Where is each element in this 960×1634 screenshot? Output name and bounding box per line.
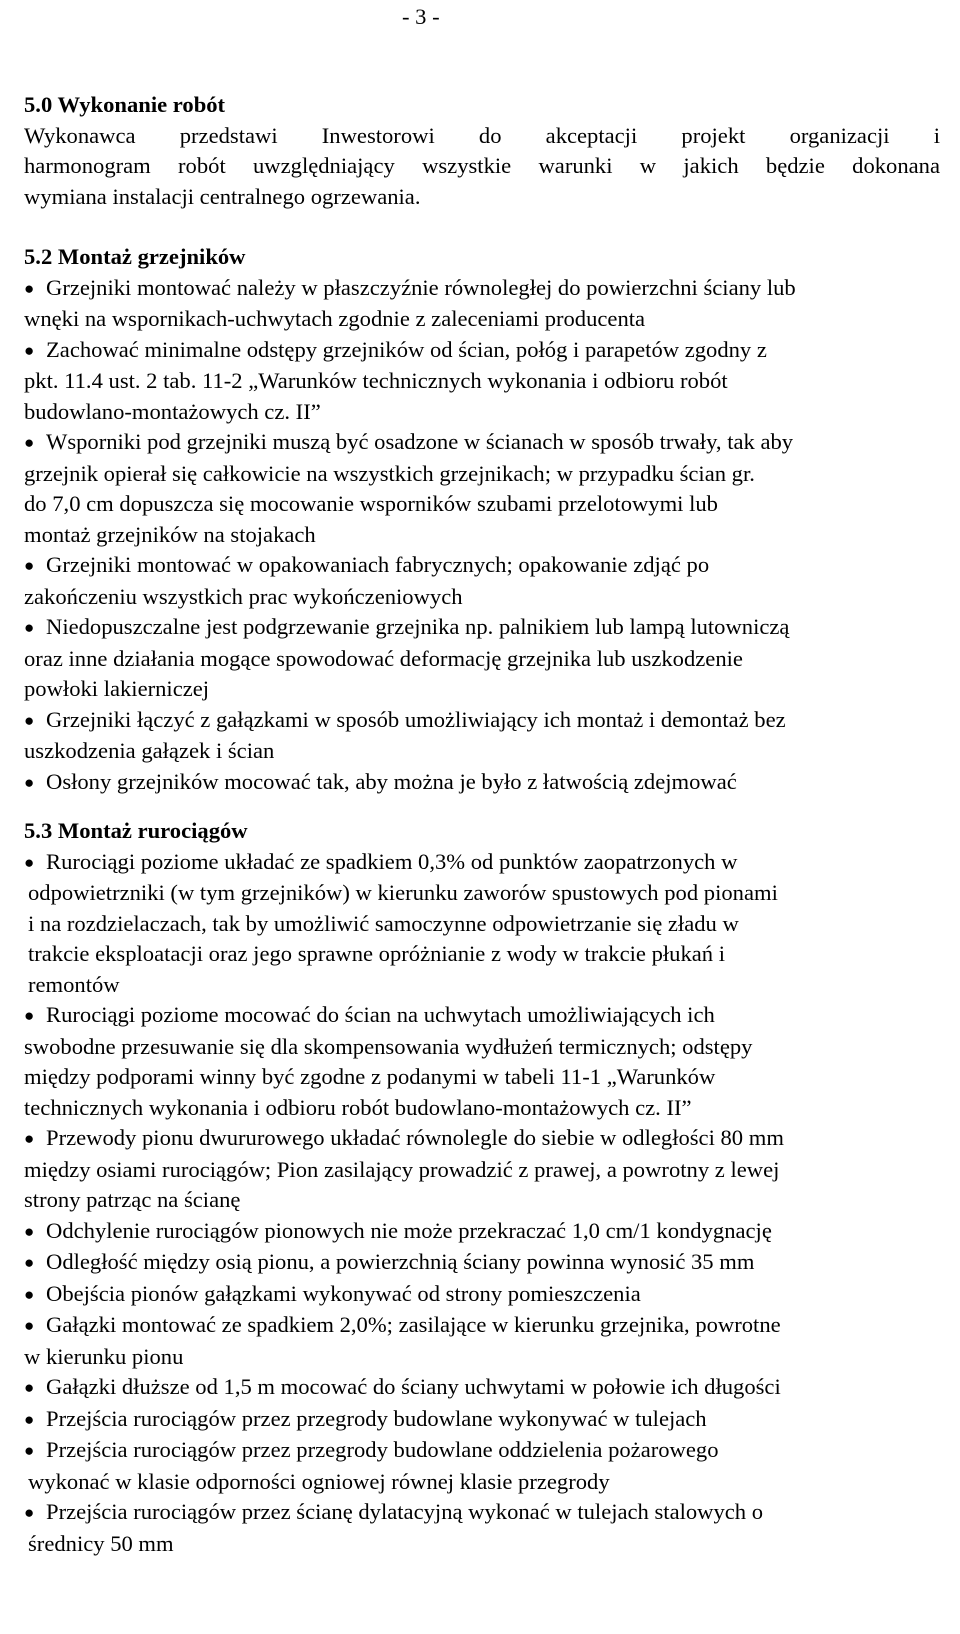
- list-item-line: [24, 1123, 940, 1155]
- list-item: [24, 1310, 940, 1372]
- list-item-line: [24, 1247, 940, 1279]
- bullet-icon: ●: [24, 556, 35, 575]
- list-item: [24, 1279, 940, 1311]
- bullet-icon: ●: [24, 1409, 35, 1429]
- list-item-text: Wsporniki pod grzejniki muszą być osadzone w ścianach w sposób trwały, tak aby: [46, 429, 794, 454]
- list-item-text: Przewody pionu dwururowego układać równolegle do siebie w odległości 80 mm: [46, 1125, 784, 1150]
- list-item-text: technicznych wykonania i odbioru robót budowlano-montażowych cz. II”: [24, 1094, 692, 1120]
- list-item-text: zakończeniu wszystkich prac wykończeniowych: [24, 583, 463, 609]
- list-item-text: Przejścia rurociągów przez przegrody budowlane wykonywać w tulejach: [46, 1405, 707, 1431]
- list-item-text: Przejścia rurociągów przez przegrody budowlane oddzielenia pożarowego: [46, 1437, 719, 1462]
- list-item-text: do 7,0 cm dopuszcza się mocowanie wsporników szubami przelotowymi lub: [24, 491, 718, 516]
- list-item-line: [24, 427, 940, 459]
- list-item-text: Przejścia rurociągów przez ścianę dylatacyjną wykonać w tulejach stalowych o: [46, 1499, 764, 1524]
- list-item: [24, 1497, 940, 1559]
- list-item-line: [24, 550, 940, 582]
- list-item-line: [24, 736, 940, 767]
- bullet-icon: ●: [24, 1221, 35, 1241]
- list-item-text: w kierunku pionu: [24, 1343, 184, 1369]
- list-item-text: Niedopuszczalne jest podgrzewanie grzejnika np. palnikiem lub lampą lutowniczą: [46, 614, 790, 639]
- section-heading: 5.3 Montaż rurociągów: [24, 818, 248, 843]
- list-item-line: [24, 1216, 940, 1248]
- list-item: [24, 612, 940, 705]
- list-item-line: [24, 847, 940, 879]
- bullet-icon: ●: [24, 1253, 35, 1272]
- bullet-icon: ●: [24, 340, 35, 360]
- list-item: [24, 1372, 940, 1404]
- list-item-line: [24, 970, 940, 1001]
- bullet-list: [24, 847, 940, 1560]
- list-item-text: Rurociągi poziome układać ze spadkiem 0,3% od punktów zaopatrzonych w: [46, 848, 738, 874]
- list-item-text: Obejścia pionów gałązkami wykonywać od strony pomieszczenia: [46, 1280, 641, 1306]
- bullet-icon: ●: [24, 1503, 35, 1522]
- bullet-icon: ●: [24, 278, 35, 298]
- list-item-line: [24, 1155, 940, 1186]
- list-item-line: [24, 1497, 940, 1529]
- list-item: [24, 1247, 940, 1279]
- list-item-text: Gałązki dłuższe od 1,5 m mocować do ściany uchwytami w połowie ich długości: [46, 1374, 781, 1399]
- list-item-line: [24, 397, 940, 428]
- list-item-text: średnicy 50 mm: [28, 1530, 174, 1556]
- list-item: [24, 427, 940, 550]
- list-item-text: Grzejniki łączyć z gałązkami w sposób umożliwiający ich montaż i demontaż bez: [46, 706, 786, 732]
- bullet-icon: ●: [24, 1006, 35, 1025]
- list-item-text: montaż grzejników na stojakach: [24, 521, 316, 547]
- list-item-line: [24, 1529, 940, 1560]
- list-item-text: remontów: [28, 971, 120, 997]
- list-item: [24, 1404, 940, 1436]
- list-item-line: [24, 1435, 940, 1467]
- list-item: [24, 550, 940, 612]
- list-item-line: [24, 878, 940, 909]
- list-item-line: [24, 366, 940, 397]
- list-item-line: [24, 273, 940, 305]
- list-item-line: [24, 1093, 940, 1124]
- section-heading: 5.2 Montaż grzejników: [24, 244, 246, 269]
- bullet-icon: ●: [24, 433, 35, 452]
- list-item-text: trakcie eksploatacji oraz jego sprawne opróżnianie z wody w trakcie płukań i: [28, 941, 725, 966]
- paragraph-line: Wykonawca przedstawi Inwestorowi do akceptacji projekt organizacji i: [24, 122, 940, 148]
- page-number: - 3 -: [402, 4, 440, 29]
- list-item-text: odpowietrzniki (w tym grzejników) w kierunku zaworów spustowych pod pionami: [28, 880, 778, 905]
- list-item-line: [24, 612, 940, 644]
- list-item-text: między podporami winny być zgodne z podanymi w tabeli 11-1 „Warunków: [24, 1064, 716, 1089]
- list-item-line: [24, 1185, 940, 1216]
- list-item-text: Zachować minimalne odstępy grzejników od ścian, połóg i parapetów zgodny z: [46, 336, 767, 362]
- list-item-line: [24, 459, 940, 490]
- bullet-icon: ●: [24, 1316, 35, 1335]
- list-item-line: [24, 767, 940, 799]
- list-item-text: grzejnik opierał się całkowicie na wszystkich grzejnikach; w przypadku ścian gr.: [24, 460, 755, 486]
- list-item-text: swobodne przesuwanie się dla skompensowania wydłużeń termicznych; odstępy: [24, 1033, 753, 1059]
- list-item-text: Grzejniki montować w opakowaniach fabrycznych; opakowanie zdjąć po: [46, 552, 710, 577]
- list-item-text: oraz inne działania mogące spowodować deformację grzejnika lub uszkodzenie: [24, 645, 743, 671]
- document-body: [24, 90, 940, 1559]
- bullet-icon: ●: [24, 772, 35, 792]
- list-item-line: [24, 1279, 940, 1311]
- section-heading: 5.0 Wykonanie robót: [24, 92, 226, 117]
- list-item-text: i na rozdzielaczach, tak by umożliwić samoczynne odpowietrzanie się zładu w: [28, 910, 739, 936]
- paragraph-line: harmonogram robót uwzględniający wszystkie warunki w jakich będzie dokonana: [24, 153, 940, 178]
- list-item-line: [24, 489, 940, 520]
- list-item: [24, 335, 940, 428]
- list-item-line: [24, 674, 940, 705]
- list-item-line: [24, 939, 940, 970]
- list-item-text: Osłony grzejników mocować tak, aby można je było z łatwością zdejmować: [46, 768, 737, 794]
- list-item-text: Gałązki montować ze spadkiem 2,0%; zasilające w kierunku grzejnika, powrotne: [46, 1312, 781, 1337]
- list-item-text: strony patrząc na ścianę: [24, 1187, 241, 1212]
- list-item-text: uszkodzenia gałązek i ścian: [24, 738, 275, 763]
- list-item-line: [24, 304, 940, 335]
- paragraph-line: wymiana instalacji centralnego ogrzewania.: [24, 183, 421, 209]
- list-item-line: [24, 520, 940, 551]
- list-item-line: [24, 1032, 940, 1063]
- list-item-text: Rurociągi poziome mocować do ścian na uchwytach umożliwiających ich: [46, 1002, 715, 1027]
- list-item: [24, 1435, 940, 1497]
- list-item: [24, 1000, 940, 1123]
- list-item-line: [24, 335, 940, 367]
- bullet-icon: ●: [24, 618, 35, 637]
- bullet-icon: ●: [24, 1284, 35, 1304]
- list-item-line: [24, 1310, 940, 1342]
- list-item: [24, 847, 940, 1001]
- bullet-icon: ●: [24, 852, 35, 872]
- list-item-text: wykonać w klasie odporności ogniowej równej klasie przegrody: [28, 1468, 610, 1494]
- list-item-line: [24, 1342, 940, 1373]
- list-item-text: Odległość między osią pionu, a powierzchnią ściany powinna wynosić 35 mm: [46, 1249, 755, 1274]
- list-item-text: między osiami rurociągów; Pion zasilający prowadzić z prawej, a powrotny z lewej: [24, 1156, 780, 1182]
- list-item-line: [24, 1000, 940, 1032]
- list-item: [24, 1123, 940, 1216]
- list-item-text: wnęki na wspornikach-uchwytach zgodnie z zaleceniami producenta: [24, 306, 646, 331]
- bullet-icon: ●: [24, 1378, 35, 1397]
- list-item-line: [24, 1404, 940, 1436]
- list-item-line: [24, 909, 940, 940]
- list-item-text: budowlano-montażowych cz. II”: [24, 398, 321, 424]
- list-item-line: [24, 1467, 940, 1498]
- list-item: [24, 705, 940, 767]
- list-item-text: powłoki lakierniczej: [24, 676, 210, 701]
- bullet-icon: ●: [24, 1129, 35, 1148]
- list-item-line: [24, 644, 940, 675]
- list-item-text: Grzejniki montować należy w płaszczyźnie równoległej do powierzchni ściany lub: [46, 274, 796, 300]
- list-item-text: pkt. 11.4 ust. 2 tab. 11-2 „Warunków technicznych wykonania i odbioru robót: [24, 368, 728, 393]
- bullet-icon: ●: [24, 710, 35, 730]
- list-item: [24, 1216, 940, 1248]
- list-item-text: Odchylenie rurociągów pionowych nie może przekraczać 1,0 cm/1 kondygnację: [46, 1217, 772, 1243]
- list-item: [24, 767, 940, 799]
- list-item: [24, 273, 940, 335]
- bullet-icon: ●: [24, 1441, 35, 1460]
- list-item-line: [24, 1372, 940, 1404]
- list-item-line: [24, 1062, 940, 1093]
- list-item-line: [24, 705, 940, 737]
- bullet-list: [24, 273, 940, 799]
- list-item-line: [24, 582, 940, 613]
